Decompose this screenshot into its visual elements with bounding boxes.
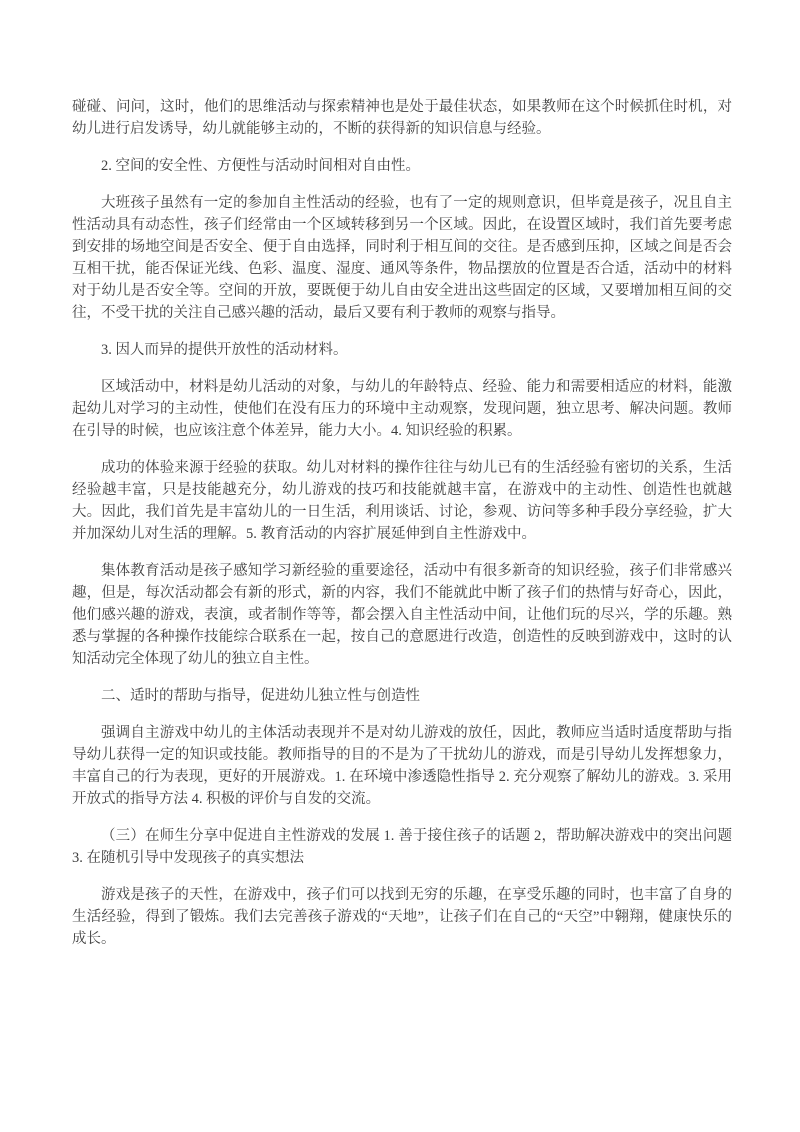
paragraph-teacher-guidance: 强调自主游戏中幼儿的主体活动表现并不是对幼儿游戏的放任，因此，教师应当适时适度帮助与指导幼儿获得一定的知识或技能。教师指导的目的不是为了干扰幼儿的游戏，而是引导幼儿发挥想象力，丰富自己的行为表现，更好的开展游戏。1. 在环境中渗透隐性指导 2. 充分观察了解幼儿的游戏。3. 采用开放式的指导方法 4. 积极的评价与自发的交流。 bbox=[72, 725, 732, 807]
paragraph-conclusion: 游戏是孩子的天性，在游戏中，孩子们可以找到无穷的乐趣，在享受乐趣的同时，也丰富了自身的生活经验，得到了锻炼。我们去完善孩子游戏的“天地”，让孩子们在自己的“天空”中翱翔，健康快乐的成长。 bbox=[72, 887, 732, 947]
paragraph-activity-materials: 区域活动中，材料是幼儿活动的对象，与幼儿的年龄特点、经验、能力和需要相适应的材料，能激起幼儿对学习的主动性，使他们在没有压力的环境中主动观察，发现问题，独立思考、解决问题。教师在引导的时候，也应该注意个体差异，能力大小。4. 知识经验的积累。 bbox=[72, 379, 732, 439]
paragraph-continuation: 碰碰、问问，这时，他们的思维活动与探索精神也是处于最佳状态，如果教师在这个时候抓住时机，对幼儿进行启发诱导，幼儿就能够主动的，不断的获得新的知识信息与经验。 bbox=[72, 99, 732, 137]
numbered-heading-3-open-materials: 3. 因人而异的提供开放性的活动材料。 bbox=[101, 342, 348, 358]
paragraph-space-arrangement: 大班孩子虽然有一定的参加自主性活动的经验，也有了一定的规则意识，但毕竟是孩子，况且自主性活动具有动态性，孩子们经常由一个区域转移到另一个区域。因此，在设置区域时，我们首先要考虑到安排的场地空间是否安全、便于自由选择，同时利于相互间的交往。是否感到压抑，区域之间是否会互相干扰，能否保证光线、色彩、温度、湿度、通风等条件，物品摆放的位置是否合适，活动中的材料对于幼儿是否安全等。空间的开放，要既便于幼儿自由安全进出这些固定的区域，又要增加相互间的交往，不受干扰的关注自己感兴趣的活动，最后又要有利于教师的观察与指导。 bbox=[72, 195, 732, 321]
paragraph-experience-accumulation: 成功的体验来源于经验的获取。幼儿对材料的操作往往与幼儿已有的生活经验有密切的关系，生活经验越丰富，只是技能越充分，幼儿游戏的技巧和技能就越丰富，在游戏中的主动性、创造性也就越大。因此，我们首先是丰富幼儿的一日生活，利用谈话、讨论，参观、访问等多种手段分享经验，扩大并加深幼儿对生活的理解。5. 教育活动的内容扩展延伸到自主性游戏中。 bbox=[72, 460, 732, 542]
paragraph-collective-education: 集体教育活动是孩子感知学习新经验的重要途径，活动中有很多新奇的知识经验，孩子们非常感兴趣，但是，每次活动都会有新的形式，新的内容，我们不能就此中断了孩子们的热情与好奇心，因此，他们感兴趣的游戏，表演，或者制作等等，都会摆入自主性活动中间，让他们玩的尽兴，学的乐趣。熟悉与掌握的各种操作技能综合联系在一起，按自己的意愿进行改造，创造性的反映到游戏中，这时的认知活动完全体现了幼儿的独立自主性。 bbox=[72, 563, 732, 667]
paragraph-teacher-student-sharing: （三）在师生分享中促进自主性游戏的发展 1. 善于接住孩子的话题 2，帮助解决游戏中的突出问题 3. 在随机引导中发现孩子的真实想法 bbox=[72, 828, 732, 866]
section-heading-timely-guidance: 二、适时的帮助与指导，促进幼儿独立性与创造性 bbox=[101, 688, 420, 704]
numbered-heading-2-space-safety: 2. 空间的安全性、方便性与活动时间相对自由性。 bbox=[101, 158, 420, 174]
